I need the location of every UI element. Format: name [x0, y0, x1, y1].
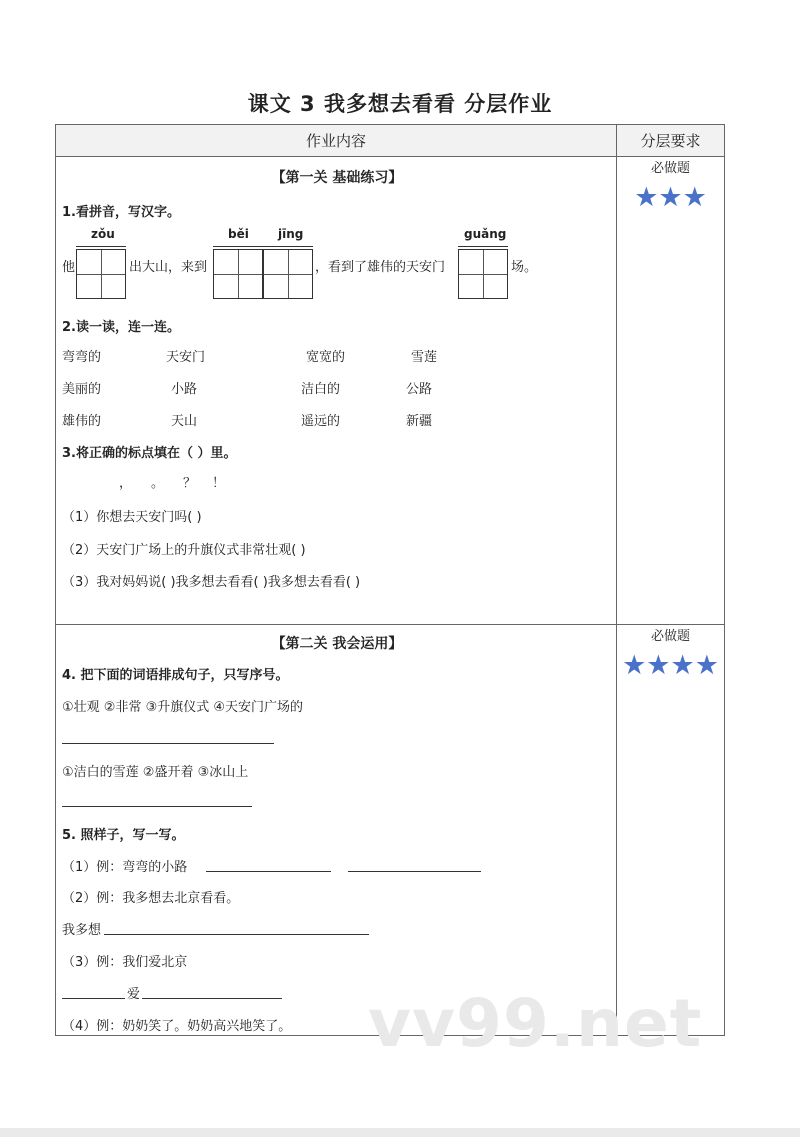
pinyin-line	[458, 246, 508, 247]
punctuation-mark: ，	[119, 476, 133, 491]
q4-group2: ①洁白的雪莲 ②盛开着 ③冰山上	[62, 765, 249, 780]
pinyin-jing: jīng	[278, 227, 304, 241]
q4-group1: ①壮观 ②非常 ③升旗仪式 ④天安门广场的	[62, 700, 304, 715]
star-rating-icon: ★★★	[634, 182, 707, 213]
writing-grid[interactable]	[76, 249, 126, 299]
q5-example1: （1）例：弯弯的小路	[62, 860, 188, 875]
match-word: 公路	[406, 382, 433, 397]
q5-title: 5. 照样子，写一写。	[62, 828, 185, 843]
required-label: 必做题	[651, 629, 691, 644]
match-word: 新疆	[406, 414, 433, 429]
q1-title: 1.看拼音，写汉字。	[62, 205, 180, 220]
q2-title: 2.读一读，连一连。	[62, 320, 180, 335]
pinyin-line	[76, 246, 126, 247]
q3-title: 3.将正确的标点填在（ ）里。	[62, 446, 237, 461]
section1-stage-title: 【第一关 基础练习】	[271, 170, 403, 186]
q3-line2[interactable]: （2）天安门广场上的升旗仪式非常壮观( )	[62, 543, 306, 558]
match-word: 宽宽的	[306, 350, 346, 365]
q5-example4: （4）例：奶奶笑了。奶奶高兴地笑了。	[62, 1019, 292, 1034]
section1-content	[56, 157, 617, 625]
homework-table	[55, 124, 725, 1036]
q4-answer-line[interactable]	[62, 805, 252, 807]
match-word: 小路	[171, 382, 198, 397]
pinyin-zou: zǒu	[91, 227, 115, 241]
q5-answer-line[interactable]	[348, 870, 481, 872]
q4-title: 4. 把下面的词语排成句子，只写序号。	[62, 668, 289, 683]
match-word: 弯弯的	[62, 350, 102, 365]
section2-requirement	[617, 625, 725, 1036]
pinyin-guang: guǎng	[464, 227, 507, 241]
writing-grid[interactable]	[458, 249, 508, 299]
punctuation-mark: ！	[212, 476, 226, 491]
match-word: 天安门	[166, 350, 206, 365]
q5-answer-line[interactable]	[62, 997, 125, 999]
q1-text: 出大山，来到	[129, 260, 208, 275]
match-word: 雄伟的	[62, 414, 102, 429]
match-word: 洁白的	[301, 382, 341, 397]
q3-line1[interactable]: （1）你想去天安门吗( )	[62, 510, 202, 525]
punctuation-mark: ？	[183, 476, 197, 491]
writing-grid[interactable]	[213, 249, 263, 299]
match-word: 雪莲	[411, 350, 438, 365]
pinyin-bei: běi	[228, 227, 249, 241]
content-column-header: 作业内容	[56, 125, 617, 157]
q1-text: 他	[62, 260, 76, 275]
pinyin-line	[213, 246, 313, 247]
q4-answer-line[interactable]	[62, 742, 274, 744]
writing-grid[interactable]	[263, 249, 313, 299]
star-rating-icon: ★★★★	[622, 650, 719, 681]
watermark: vv99.net	[368, 985, 703, 1062]
q5-example3: （3）例：我们爱北京	[62, 955, 188, 970]
section1-requirement	[617, 157, 725, 625]
match-word: 美丽的	[62, 382, 102, 397]
punctuation-mark: 。	[151, 476, 165, 491]
page-title: 课文 3 我多想去看看 分层作业	[247, 92, 553, 116]
match-word: 天山	[171, 414, 198, 429]
q5-answer-line[interactable]	[104, 933, 369, 935]
q5-answer-line[interactable]	[206, 870, 331, 872]
match-word: 遥远的	[301, 414, 341, 429]
q5-mid-word: 爱	[127, 987, 141, 1002]
q1-text: ，看到了雄伟的天安门	[315, 260, 446, 275]
bottom-bar	[0, 1128, 800, 1137]
q5-example2: （2）例：我多想去北京看看。	[62, 891, 240, 906]
q5-prefix: 我多想	[62, 923, 102, 938]
section2-content	[56, 625, 617, 1036]
requirement-column-header: 分层要求	[617, 125, 725, 157]
section2-stage-title: 【第二关 我会运用】	[271, 636, 403, 652]
q5-answer-line[interactable]	[142, 997, 282, 999]
q1-text: 场。	[511, 260, 538, 275]
required-label: 必做题	[651, 161, 691, 176]
q3-line3[interactable]: （3）我对妈妈说( )我多想去看看( )我多想去看看( )	[62, 575, 361, 590]
